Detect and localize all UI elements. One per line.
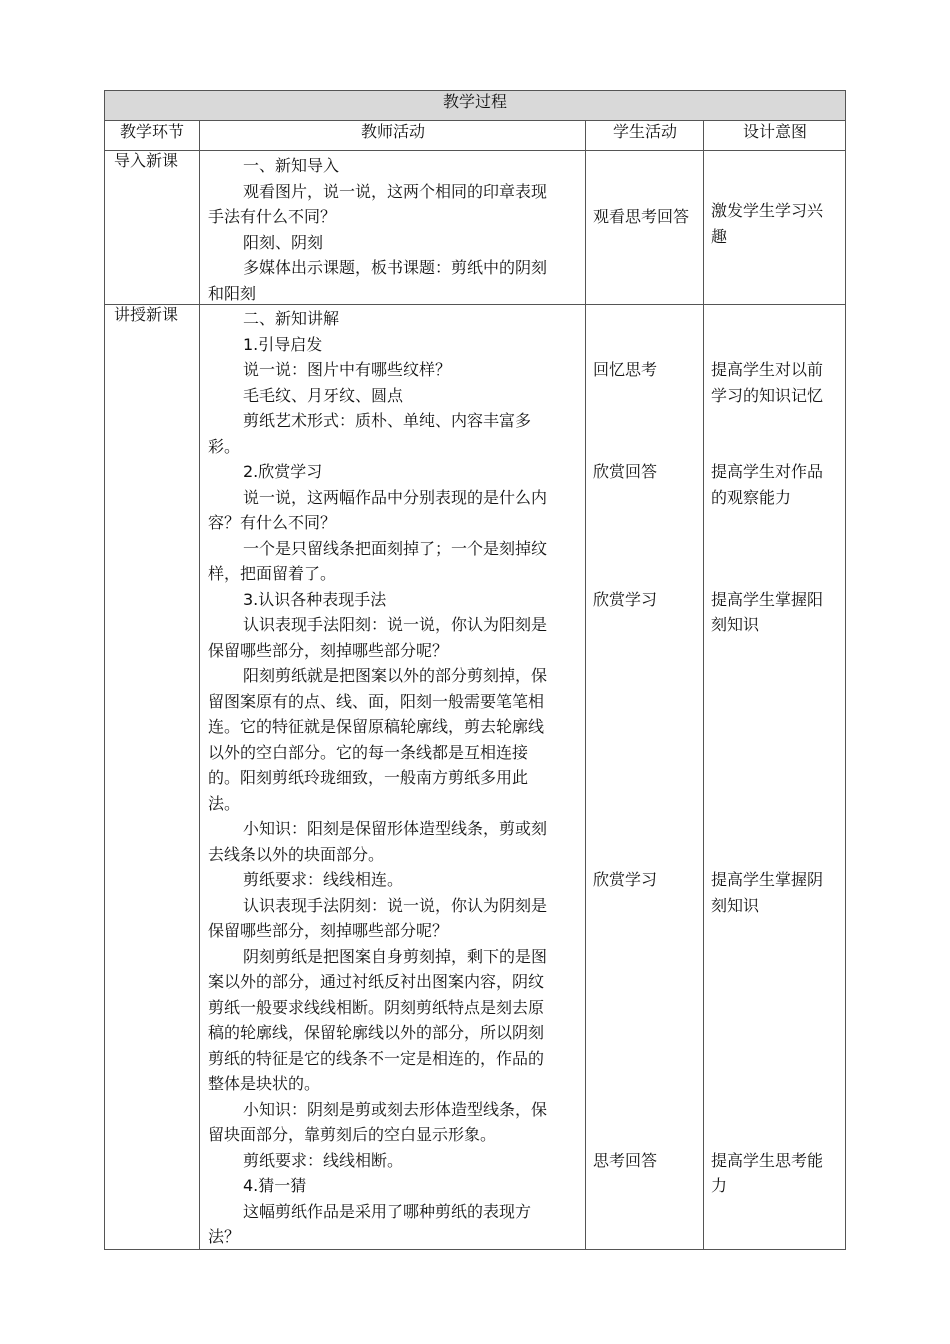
header-stage: 教学环节 [119,122,184,141]
teach-teacher-line: 连。它的特征就是保留原稿轮廓线，剪去轮廓线 [208,717,545,736]
table-border-right [845,90,846,1250]
teach-teacher-line: 这幅剪纸作品是采用了哪种剪纸的表现方 [243,1201,532,1221]
teach-teacher-line: 容？有什么不同？ [208,513,337,532]
header-design: 设计意图 [742,122,807,141]
intro-teacher-line: 多媒体出示课题，板书课题：剪纸中的阴刻 [243,258,548,277]
teach-teacher-line: 保留哪些部分，刻掉哪些部分呢？ [208,640,449,660]
teach-teacher-line: 3.认识各种表现手法 [243,589,387,609]
teach-teacher-line: 留图案原有的点、线、面，阳刻一般需要笔笔相 [208,691,545,711]
teach-teacher-line: 样，把面留着了。 [208,564,337,583]
teach-design-line: 学习的知识记忆 [711,385,824,405]
teach-design-line: 的观察能力 [711,487,792,507]
teach-design-line: 提高学生思考能 [711,1150,824,1170]
header-row-divider [104,150,846,151]
col-divider-3 [703,120,704,1250]
teach-student: 欣赏回答 [593,462,658,481]
teach-teacher-line: 剪纸要求：线线相连。 [243,870,404,889]
teach-stage: 讲授新课 [114,305,179,324]
teach-teacher-line: 剪纸要求：线线相断。 [243,1150,404,1170]
intro-design-line: 激发学生学习兴 [711,201,824,220]
intro-design-line: 趣 [711,226,728,246]
teach-teacher-line: 2.欣赏学习 [243,462,323,481]
teach-design-line: 提高学生对作品 [711,462,824,481]
teach-design-line: 刻知识 [711,895,760,915]
teach-design-line: 提高学生掌握阴 [711,870,824,889]
intro-teacher-line: 阳刻、阴刻 [243,232,324,252]
teach-teacher-line: 小知识：阳刻是保留形体造型线条，剪或刻 [243,819,548,838]
table-border-left [104,90,105,1250]
intro-teacher-line: 手法有什么不同？ [208,207,337,226]
teach-teacher-line: 认识表现手法阴刻：说一说，你认为阴刻是 [243,895,548,915]
teach-design-line: 刻知识 [711,615,760,634]
teaching-process-table [104,90,846,1250]
teach-teacher-line: 认识表现手法阳刻：说一说，你认为阳刻是 [243,615,548,634]
teach-teacher-line: 留块面部分，靠剪刻后的空白显示形象。 [208,1125,497,1144]
teach-teacher-line: 阳刻剪纸就是把图案以外的部分剪刻掉，保 [243,666,548,685]
col-divider-1 [199,120,200,1250]
teach-teacher-line: 剪纸艺术形式：质朴、单纯、内容丰富多 [243,411,532,430]
teach-teacher-line: 整体是块状的。 [208,1074,321,1093]
intro-stage: 导入新课 [114,151,179,170]
teach-student: 思考回答 [593,1150,658,1170]
intro-student: 观看思考回答 [593,207,690,226]
teach-teacher-line: 一个是只留线条把面刻掉了；一个是刻掉纹 [243,538,548,558]
teach-teacher-line: 1.引导启发 [243,334,323,354]
teach-teacher-line: 案以外的部分，通过衬纸反衬出图案内容，阴纹 [208,972,545,991]
teach-teacher-line: 4.猜一猜 [243,1176,307,1195]
teach-teacher-line: 剪纸一般要求线线相断。阴刻剪纸特点是刻去原 [208,997,545,1017]
teach-teacher-line: 的。阳刻剪纸玲珑细致，一般南方剪纸多用此 [208,768,529,787]
intro-teacher-line: 观看图片，说一说，这两个相同的印章表现 [243,181,548,201]
header-teacher: 教师活动 [360,122,425,141]
teach-teacher-line: 说一说，这两幅作品中分别表现的是什么内 [243,487,548,507]
teach-teacher-line: 稿的轮廓线，保留轮廓线以外的部分，所以阴刻 [208,1023,545,1042]
teach-teacher-line: 去线条以外的块面部分。 [208,844,385,864]
teach-design-line: 提高学生掌握阳 [711,589,824,609]
teach-teacher-line: 说一说：图片中有哪些纹样？ [243,360,452,379]
teach-teacher-line: 阴刻剪纸是把图案自身剪刻掉，剩下的是图 [243,946,548,966]
intro-teacher-line: 和阳刻 [208,283,257,303]
teach-teacher-line: 毛毛纹、月牙纹、圆点 [243,385,404,405]
teach-teacher-line: 以外的空白部分。它的每一条线都是互相连接 [208,742,529,762]
teach-student: 欣赏学习 [593,589,658,609]
col-divider-2 [585,120,586,1250]
intro-teacher-line: 一、新知导入 [243,156,340,175]
teach-design-line: 力 [711,1176,728,1195]
teach-teacher-line: 剪纸的特征是它的线条不一定是相连的，作品的 [208,1048,545,1068]
teach-teacher-line: 小知识：阴刻是剪或刻去形体造型线条，保 [243,1099,548,1119]
teach-design-line: 提高学生对以前 [711,360,824,379]
teach-teacher-line: 法？ [208,1227,241,1246]
table-title: 教学过程 [442,92,507,111]
teach-teacher-line: 保留哪些部分，刻掉哪些部分呢？ [208,921,449,940]
teach-teacher-line: 法。 [208,793,241,813]
header-student: 学生活动 [612,122,677,141]
teach-teacher-line: 二、新知讲解 [243,309,340,328]
teach-student: 欣赏学习 [593,870,658,889]
teach-teacher-line: 彩。 [208,436,241,456]
teach-student: 回忆思考 [593,360,658,379]
